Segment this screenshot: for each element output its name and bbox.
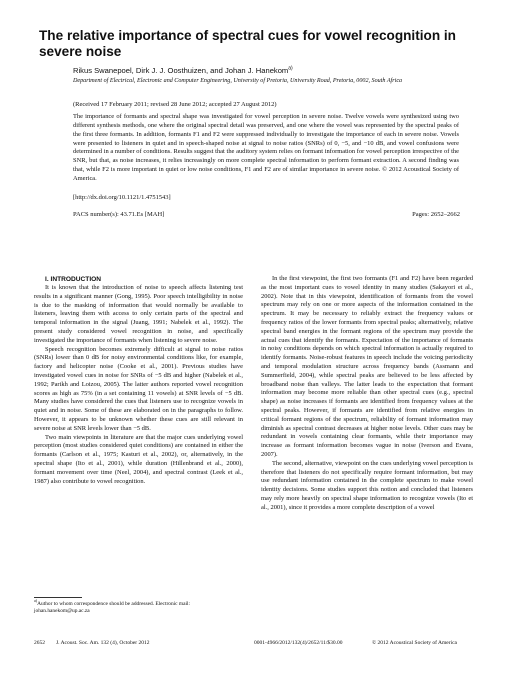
abstract: The importance of formants and spectral shape was investigated for vowel perception in severe noise. Twelve vowels were synthesized using two different synthesis methods, one where the original spectral detail was preserved, and one where the vowel was represented by the spectral peaks of the first three formants. In addition, formants F1 and F2 were suppressed individually to investigate the importance of each in severe noise. Vowels were presented to listeners in quiet and in speech-shaped noise at signal to noise ratios (SNRs) of 0, −5, and −10 dB, and vowel confusions were determined in a number of conditions. Results suggest that the auditory system relies on formant information for vowel perception irrespective of the SNR, but that, as noise increases, it relies increasingly on more complete spectral information to perform formant extraction. A second finding was that, while F2 is more important in quiet or low noise conditions, F1 and F2 are of similar importance in severe noise. © 2012 Acoustical Society of America. [73,113,459,182]
authors-text: Rikus Swanepoel, Dirk J. J. Oosthuizen, and Johan J. Hanekom [73,66,289,75]
body-paragraph: Two main viewpoints in literature are that the major cues underlying vowel perception (most studies considered quiet conditions) are contained in either the formants (Carlson et al., 1975; Kasturi et al., 2002), or, alternatively, in the spectral shape (Ito et al., 2001), while duration (Hillenbrand et al., 2000), formant movement over time (Neel, 2004), and spectral contrast (Leek et al., 1987) also contribute to vowel recognition. [34,433,243,485]
section-heading-introduction: I. INTRODUCTION [45,276,102,283]
author-list [73,66,473,76]
author-footnote-mark: a) [288,65,293,72]
received-dates: (Received 17 February 2011; revised 28 June 2012; accepted 27 August 2012) [73,101,277,108]
footnote [34,598,243,616]
affiliation: Department of Electrical, Electronic and Computer Engineering, University of Pretoria, University Road, Pretoria, 0002, South Africa [73,78,403,84]
body-paragraph: It is known that the introduction of noise to speech affects listening test results in a significant manner (Gong, 1995). Poor speech intelligibility in noise is due to the masking of information that would normally be available to listeners, leaving them with access to only certain parts of the spectral and temporal information in the signal (Juang, 1991; Nabelek et al., 1992). The present study considered vowel recognition in noise, and specifically investigated the importance of formants when listening to severe noise. [34,284,243,344]
footer-issn: 0001-4966/2012/132(4)/2652/11/$30.00 [254,640,343,646]
page-footer [34,638,474,648]
footnote-text: Author to whom correspondence should be addressed. Electronic mail: johan.hanekom@up.ac.za [34,601,190,615]
left-column [34,275,243,486]
page-range: Pages: 2652–2662 [412,211,460,218]
footer-copyright: © 2012 Acoustical Society of America [372,640,457,646]
doi-link[interactable]: [http://dx.doi.org/10.1121/1.4751543] [73,194,171,201]
body-paragraph: Speech recognition becomes extremely difficult at signal to noise ratios (SNRs) lower than 0 dB for noisy environmental conditions like, for example, factory and helicopter noise (Cooke et al., 2001). Previous studies have investigated vowel cues in noise for SNRs of −5 dB and higher (Nabelek et al., 1992; Parikh and Loizou, 2005). The latter authors reported vowel recognition scores as high as 75% (in a set containing 11 vowels) at SNR levels of −5 dB. Many studies have considered the cues that listeners use to recognize vowels in quiet and in noise. Some of these are elaborated on in the paragraphs to follow. However, it appears to be unknown whether these cues are still relevant in severe noise at SNR levels lower than −5 dB. [34,345,243,432]
right-column [261,275,473,513]
paper-title: The relative importance of spectral cues for vowel recognition in severe noise [39,28,456,59]
footnote-divider [34,597,82,598]
body-paragraph: In the first viewpoint, the first two formants (F1 and F2) have been regarded as the most important cues to vowel identity in many studies (Sakayori et al., 2002). Note that in this viewpoint, identification of formants from the vowel spectrum may rely on one or more aspects of the information contained in the spectrum. It may be necessary to reliably extract the frequency values or frequency ratios of the lower formants from spectral peaks; alternatively, relative spectral band energies in the formant regions of the spectrum may provide the actual cues that identify the formants. Expectation of the importance of formants in noisy conditions depends on which spectral information is actually required to identify formants. Noise-robust features in speech include the voicing periodicity and temporal modulation structure across frequency bands (Assmann and Summerfield, 2004), while spectral peaks are believed to be less affected by broadband noise than valleys. The latter leads to the expectation that formant information may become more reliable than other spectral cues (e.g., spectral shape) as noise increases if formants are identified from frequency values at the spectral peaks. However, if formants are identified from relative energies in critical formant regions of the spectrum, reliability of formant information may diminish as spectral contrast decreases at higher noise levels. Other cues may be redundant in vowels containing clear formants, while their importance may increase as formant information becomes vague in noise (Iverson and Evans, 2007). [261,275,473,458]
footer-page-number: 2652 [34,640,45,646]
footnote-mark: a) [34,598,38,604]
pacs-numbers: PACS number(s): 43.71.Es [MAH] [73,211,165,218]
body-paragraph: The second, alternative, viewpoint on the cues underlying vowel perception is therefore that listeners do not specifically require formant information, but may use redundant information contained in the complete spectrum to make vowel identity decisions. Some studies support this notion and concluded that listeners may rely more heavily on spectral shape information to recognize vowels (Ito et al., 2001), since it provides a more complete description of a vowel [261,459,473,511]
footer-journal: J. Acoust. Soc. Am. 132 (4), October 2012 [56,640,150,646]
